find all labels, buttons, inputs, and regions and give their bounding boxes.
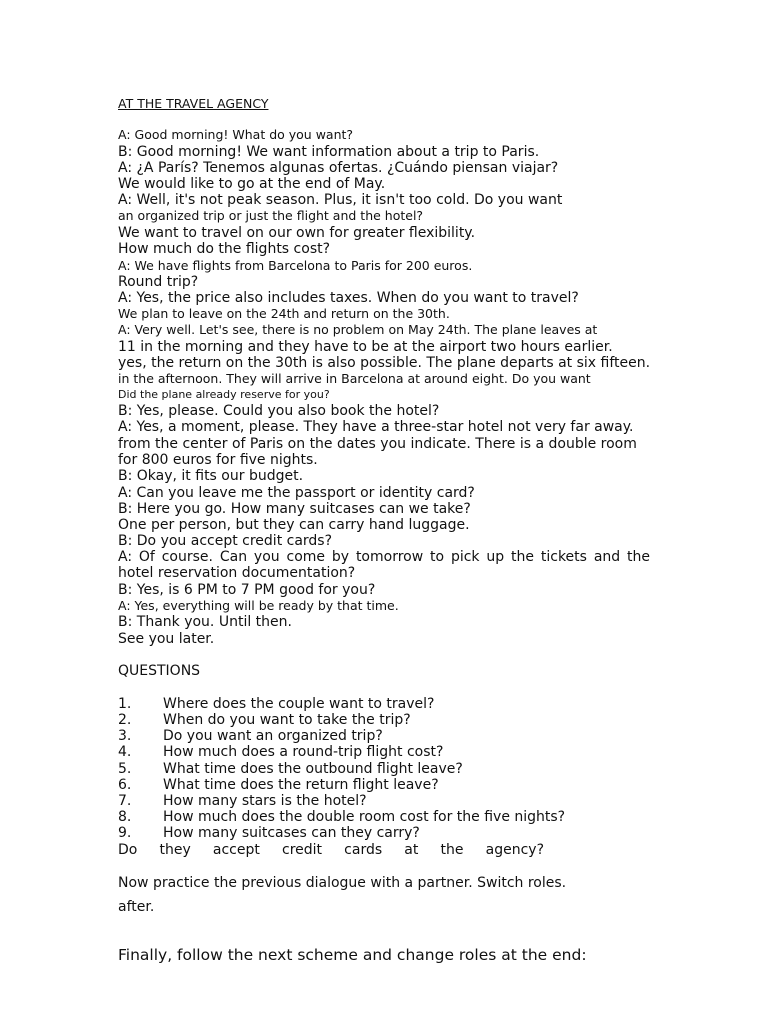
dialogue-line: B: Yes, please. Could you also book the hotel? xyxy=(118,403,440,419)
dialogue-line: A: Can you leave me the passport or identity card? xyxy=(118,485,475,501)
question-item xyxy=(118,761,463,777)
dialogue-line: Round trip? xyxy=(118,274,199,290)
question-item xyxy=(118,712,411,728)
dialogue-line: from the center of Paris on the dates you indicate. There is a double room xyxy=(118,436,637,452)
question-number: 4. xyxy=(118,744,132,760)
dialogue-line: hotel reservation documentation? xyxy=(118,565,356,581)
dialogue-line: A: Yes, the price also includes taxes. When do you want to travel? xyxy=(118,290,579,306)
dialogue-line: Did the plane already reserve for you? xyxy=(118,388,330,401)
dialogue-line: B: Okay, it fits our budget. xyxy=(118,468,304,484)
dialogue-line: A: Of course. Can you come by tomorrow to pick up the tickets and the xyxy=(118,549,650,565)
document-title: AT THE TRAVEL AGENCY xyxy=(118,96,269,111)
question-text: When do you want to take the trip? xyxy=(163,712,411,728)
question-number: 8. xyxy=(118,809,132,825)
dialogue-line: an organized trip or just the flight and the hotel? xyxy=(118,208,424,223)
dialogue-line: We would like to go at the end of May. xyxy=(118,176,386,192)
question-number: 6. xyxy=(118,777,132,793)
dialogue-line: yes, the return on the 30th is also possible. The plane departs at six fifteen. xyxy=(118,355,651,371)
question-item xyxy=(118,825,420,841)
dialogue-line: A: Well, it's not peak season. Plus, it isn't too cold. Do you want xyxy=(118,192,563,208)
question-text: How many suitcases can they carry? xyxy=(163,825,420,841)
question-number: 3. xyxy=(118,728,132,744)
practice-instruction: Now practice the previous dialogue with a partner. Switch roles. xyxy=(118,875,567,891)
question-text: What time does the outbound flight leave? xyxy=(163,761,463,777)
dialogue-line: B: Here you go. How many suitcases can we take? xyxy=(118,501,471,517)
dialogue-line: A: Yes, everything will be ready by that time. xyxy=(118,598,399,613)
dialogue-line: for 800 euros for five nights. xyxy=(118,452,318,468)
question-number: 1. xyxy=(118,696,132,712)
question-number: 7. xyxy=(118,793,132,809)
dialogue-line: A: Good morning! What do you want? xyxy=(118,127,354,142)
question-text: How many stars is the hotel? xyxy=(163,793,367,809)
question-number: 2. xyxy=(118,712,132,728)
question-item xyxy=(118,696,434,712)
dialogue-line: See you later. xyxy=(118,631,215,647)
dialogue-line: B: Do you accept credit cards? xyxy=(118,533,333,549)
dialogue-line: How much do the flights cost? xyxy=(118,241,331,257)
question-item xyxy=(118,793,367,809)
question-text: How much does the double room cost for the five nights? xyxy=(163,809,566,825)
question-item xyxy=(118,777,439,793)
dialogue-line: One per person, but they can carry hand luggage. xyxy=(118,517,470,533)
dialogue-line: A: Very well. Let's see, there is no problem on May 24th. The plane leaves at xyxy=(118,322,598,337)
question-number: 5. xyxy=(118,761,132,777)
question-item xyxy=(118,809,565,825)
dialogue-line: A: Yes, a moment, please. They have a three-star hotel not very far away. xyxy=(118,419,634,435)
dialogue-line: A: ¿A París? Tenemos algunas ofertas. ¿Cuándo piensan viajar? xyxy=(118,160,559,176)
dialogue-line: We plan to leave on the 24th and return on the 30th. xyxy=(118,306,450,321)
dialogue-line: B: Thank you. Until then. xyxy=(118,614,292,630)
question-text: Do you want an organized trip? xyxy=(163,728,383,744)
dialogue-line: We want to travel on our own for greater flexibility. xyxy=(118,225,476,241)
question-item xyxy=(118,744,443,760)
question-text: Where does the couple want to travel? xyxy=(163,696,435,712)
question-item xyxy=(118,728,383,744)
dialogue-line: B: Yes, is 6 PM to 7 PM good for you? xyxy=(118,582,376,598)
question-text: What time does the return flight leave? xyxy=(163,777,439,793)
dialogue-line: in the afternoon. They will arrive in Barcelona at around eight. Do you want xyxy=(118,371,591,386)
question-text: How much does a round-trip flight cost? xyxy=(163,744,444,760)
dialogue-line: A: We have flights from Barcelona to Paris for 200 euros. xyxy=(118,258,473,273)
dialogue-line: B: Good morning! We want information about a trip to Paris. xyxy=(118,144,540,160)
questions-heading: QUESTIONS xyxy=(118,663,201,679)
dialogue-line: 11 in the morning and they have to be at the airport two hours earlier. xyxy=(118,339,613,355)
question-extra: Do they accept credit cards at the agency? xyxy=(118,842,544,858)
practice-instruction-cont: after. xyxy=(118,899,155,915)
final-instruction: Finally, follow the next scheme and change roles at the end: xyxy=(118,946,587,964)
question-number: 9. xyxy=(118,825,132,841)
